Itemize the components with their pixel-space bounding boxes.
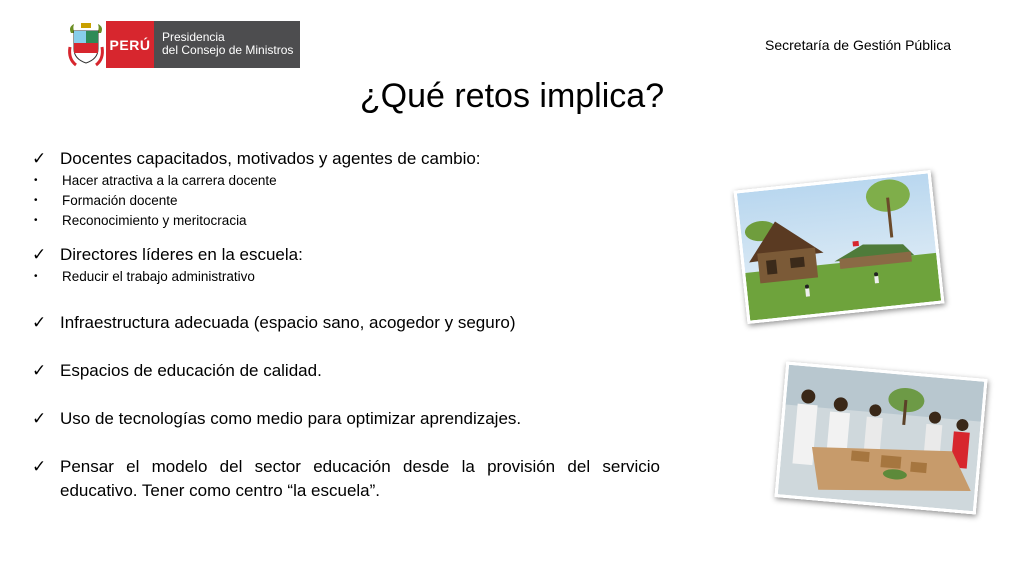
- peru-coat-of-arms-icon: [66, 21, 106, 68]
- check-icon: ✓: [32, 457, 47, 476]
- logo-line-2: del Consejo de Ministros: [162, 43, 294, 57]
- sub-bullet: [32, 211, 660, 231]
- page-title: ¿Qué retos implica?: [359, 77, 665, 115]
- logo-peru-label: PERÚ: [106, 21, 154, 68]
- sub-bullet-text: Reducir el trabajo administrativo: [62, 269, 255, 284]
- list-item: [32, 311, 660, 335]
- item-text: Pensar el modelo del sector educación desde la provisión del servicio educativo. Tener como centro “la escuela”.: [60, 457, 660, 500]
- list-item: [32, 455, 660, 503]
- pcm-logo: [66, 21, 300, 68]
- secretaria-label: Secretaría de Gestión Pública: [765, 37, 951, 53]
- sub-bullet-text: Hacer atractiva a la carrera docente: [62, 173, 277, 188]
- item-text: Espacios de educación de calidad.: [60, 361, 322, 380]
- challenges-list: [32, 147, 660, 503]
- bullet-icon: •: [34, 175, 38, 186]
- check-icon: ✓: [32, 149, 47, 168]
- logo-pcm-text: [154, 21, 300, 68]
- sub-bullet-text: Reconocimiento y meritocracia: [62, 213, 247, 228]
- check-icon: ✓: [32, 409, 47, 428]
- logo-line-1: Presidencia: [162, 30, 225, 44]
- list-item: [32, 359, 660, 383]
- item-text: Infraestructura adecuada (espacio sano, acogedor y seguro): [60, 313, 516, 332]
- sub-bullet: [32, 191, 660, 211]
- bullet-icon: •: [34, 271, 38, 282]
- list-item: [32, 407, 660, 431]
- sub-bullet-text: Formación docente: [62, 193, 178, 208]
- item-text: Docentes capacitados, motivados y agentes de cambio:: [60, 149, 481, 168]
- school-building-photo: [734, 170, 945, 324]
- check-icon: ✓: [32, 313, 47, 332]
- check-icon: ✓: [32, 245, 47, 264]
- bullet-icon: •: [34, 195, 38, 206]
- sub-bullet: [32, 267, 660, 287]
- list-item: [32, 243, 660, 267]
- bullet-icon: •: [34, 215, 38, 226]
- students-model-photo: [774, 361, 987, 514]
- item-text: Directores líderes en la escuela:: [60, 245, 303, 264]
- sub-bullet: [32, 171, 660, 191]
- check-icon: ✓: [32, 361, 47, 380]
- list-item: [32, 147, 660, 171]
- item-text: Uso de tecnologías como medio para optimizar aprendizajes.: [60, 409, 522, 428]
